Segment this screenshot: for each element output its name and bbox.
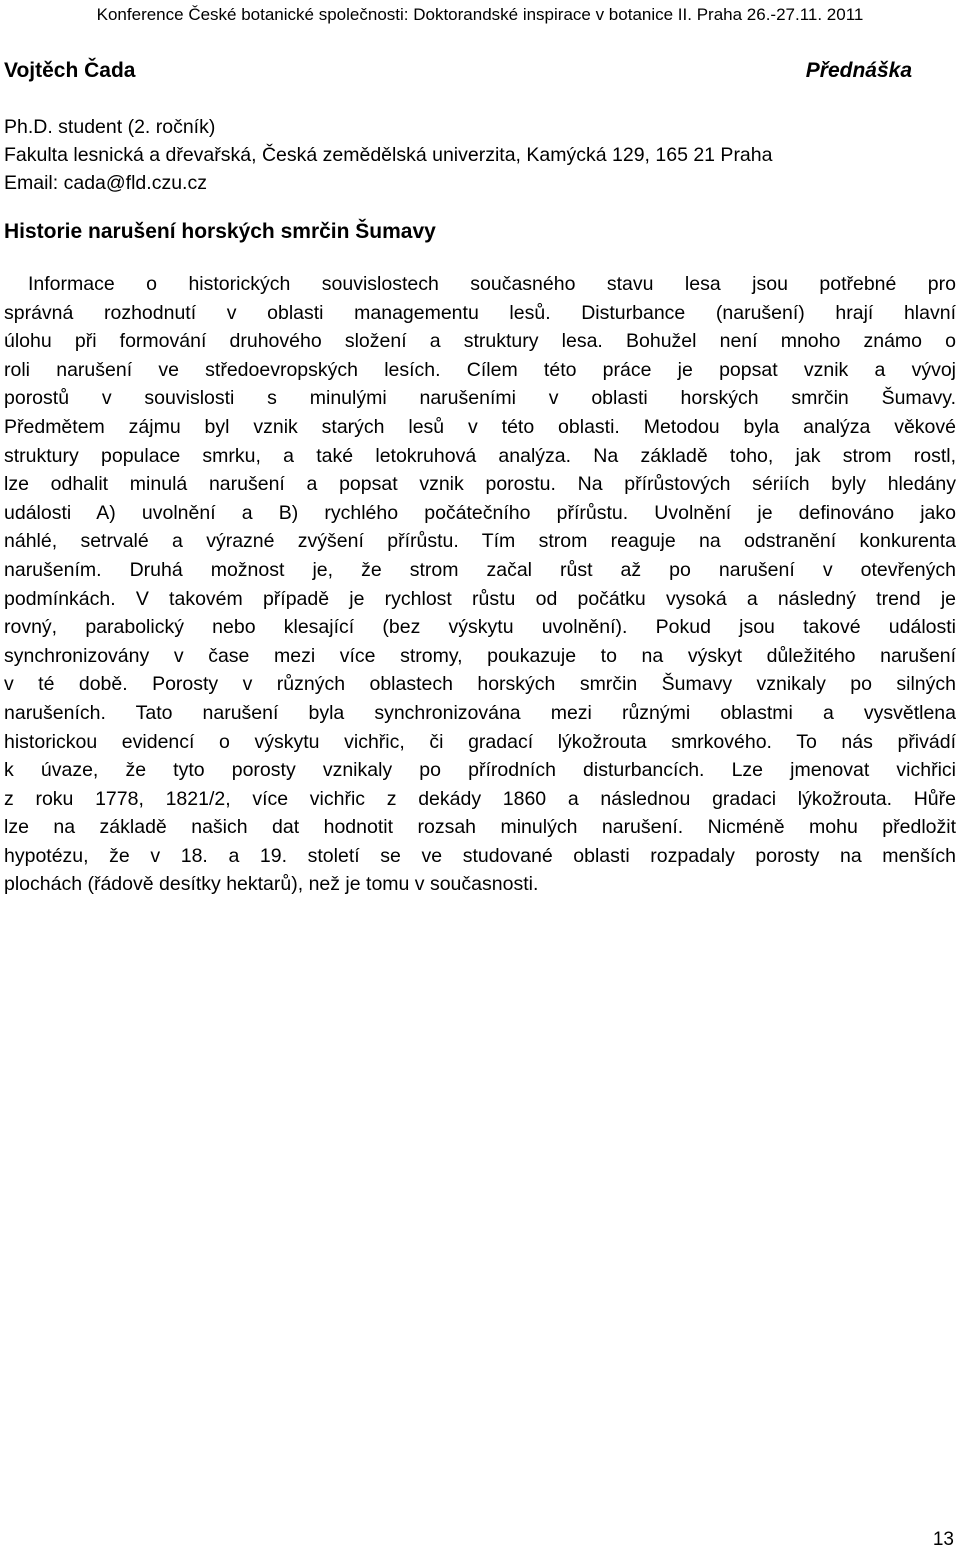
abstract-line: lze odhalit minulá narušení a popsat vznik porostu. Na přírůstových sériích byly hledány — [4, 473, 956, 496]
abstract-line: náhlé, setrvalé a výrazné zvýšení přírůstu. Tím strom reaguje na odstranění konkurenta — [4, 530, 956, 553]
abstract-line: rovný, parabolický nebo klesající (bez výskytu uvolnění). Pokud jsou takové události — [4, 616, 956, 639]
affiliation-block — [4, 113, 954, 197]
author-row — [4, 59, 912, 85]
abstract-line: úlohu při formování druhového složení a struktury lesa. Bohužel není mnoho známo o — [4, 330, 956, 353]
abstract-line: z roku 1778, 1821/2, více vichřic z dekády 1860 a následnou gradaci lýkožrouta. Hůře — [4, 787, 956, 810]
abstract-line: události A) uvolnění a B) rychlého počátečního přírůstu. Uvolnění je definováno jako — [4, 501, 956, 524]
abstract-line: narušením. Druhá možnost je, že strom začal růst až po narušení v otevřených — [4, 558, 956, 581]
conference-header: Konference České botanické společnosti: Doktorandské inspirace v botanice II. Praha 26.-27.11. 2011 — [96, 5, 864, 24]
abstract-line: roli narušení ve středoevropských lesích. Cílem této práce je popsat vznik a vývoj — [4, 358, 956, 381]
abstract-line: synchronizovány v čase mezi více stromy, poukazuje to na výskyt důležitého narušení — [4, 644, 956, 667]
student-status: Ph.D. student (2. ročník) — [4, 116, 216, 138]
author-name: Vojtěch Čada — [4, 59, 136, 82]
abstract-line: podmínkách. V takovém případě je rychlost růstu od počátku vysoká a následný trend je — [4, 587, 956, 610]
abstract-line: v té době. Porosty v různých oblastech horských smrčin Šumavy vznikaly po silných — [4, 673, 956, 696]
abstract-line: Předmětem zájmu byl vznik starých lesů v této oblasti. Metodou byla analýza věkové — [4, 415, 956, 438]
email-line: Email: cada@fld.czu.cz — [4, 172, 207, 194]
page-number: 13 — [932, 1529, 954, 1550]
presentation-type: Přednáška — [805, 59, 912, 82]
abstract-line: Informace o historických souvislostech současného stavu lesa jsou potřebné pro — [28, 273, 956, 295]
abstract-line: k úvaze, že tyto porosty vznikaly po přírodních disturbancích. Lze jmenovat vichřici — [4, 759, 956, 782]
abstract-title: Historie narušení horských smrčin Šumavy — [4, 220, 436, 243]
abstract-line: narušeních. Tato narušení byla synchronizována mezi různými oblastmi a vysvětlena — [4, 701, 956, 724]
abstract-line: správná rozhodnutí v oblasti managementu lesů. Disturbance (narušení) hrají hlavní — [4, 301, 956, 324]
abstract-body — [4, 270, 956, 899]
abstract-line: porostů v souvislosti s minulými narušeními v oblasti horských smrčin Šumavy. — [4, 387, 956, 410]
abstract-line: hypotézu, že v 18. a 19. století se ve studované oblasti rozpadaly porosty na menších — [4, 844, 956, 867]
abstract-line: plochách (řádově desítky hektarů), než je tomu v současnosti. — [4, 873, 539, 896]
abstract-line: lze na základě našich dat hodnotit rozsah minulých narušení. Nicméně mohu předložit — [4, 816, 956, 839]
faculty-address: Fakulta lesnická a dřevařská, Česká zemědělská univerzita, Kamýcká 129, 165 21 Praha — [4, 144, 773, 166]
abstract-line: historickou evidencí o výskytu vichřic, či gradací lýkožrouta smrkového. To nás přivádí — [4, 730, 956, 753]
abstract-line: struktury populace smrku, a také letokruhová analýza. Na základě toho, jak strom rostl, — [4, 444, 956, 467]
